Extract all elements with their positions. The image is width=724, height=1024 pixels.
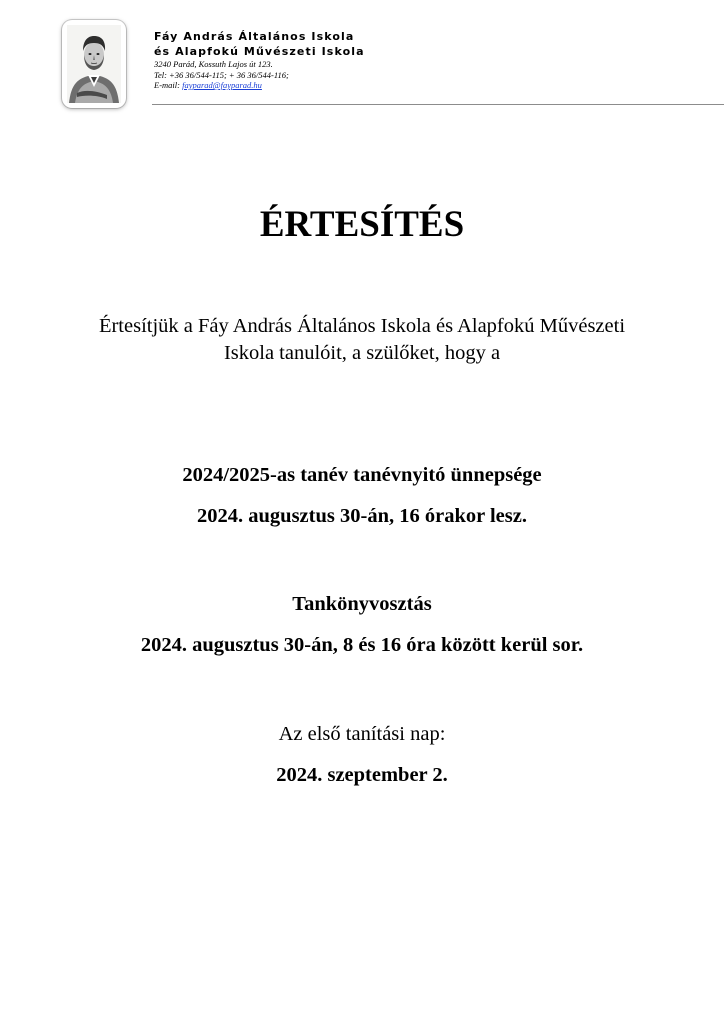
school-name-line2: és Alapfokú Művészeti Iskola xyxy=(154,45,365,58)
header-divider xyxy=(152,104,724,105)
notice-title: ÉRTESÍTÉS xyxy=(259,204,465,245)
intro-line-1: Értesítjük a Fáy András Általános Iskola és Alapfokú Művészeti xyxy=(98,315,626,337)
intro-line-2: Iskola tanulóit, a szülőket, hogy a xyxy=(223,342,501,364)
email-link[interactable]: fayparad@fayparad.hu xyxy=(182,80,262,90)
school-info xyxy=(154,29,365,91)
school-phone: Tel: +36 36/544-115; + 36 36/544-116; xyxy=(154,69,289,80)
textbook-distribution-block xyxy=(0,584,724,666)
notice-intro xyxy=(0,313,724,367)
textbook-distribution-title: Tankönyvosztás xyxy=(292,593,432,615)
portrait-engraving-icon xyxy=(67,25,121,103)
school-email-line xyxy=(154,80,365,91)
letterhead xyxy=(62,20,694,110)
first-school-day-label: Az első tanítási nap: xyxy=(278,723,446,745)
email-label: E-mail: xyxy=(154,80,180,90)
portrait-frame xyxy=(62,20,126,108)
opening-ceremony-block xyxy=(0,455,724,537)
first-school-day-date: 2024. szeptember 2. xyxy=(276,764,448,786)
school-name-line1: Fáy András Általános Iskola xyxy=(154,30,355,43)
textbook-distribution-date: 2024. augusztus 30-án, 8 és 16 óra között kerül sor. xyxy=(140,634,584,656)
school-address: 3240 Parád, Kossuth Lajos út 123. xyxy=(154,59,273,69)
opening-ceremony-title: 2024/2025-as tanév tanévnyitó ünnepsége xyxy=(182,464,542,486)
opening-ceremony-date: 2024. augusztus 30-án, 16 órakor lesz. xyxy=(197,505,527,527)
first-school-day-block xyxy=(0,714,724,796)
